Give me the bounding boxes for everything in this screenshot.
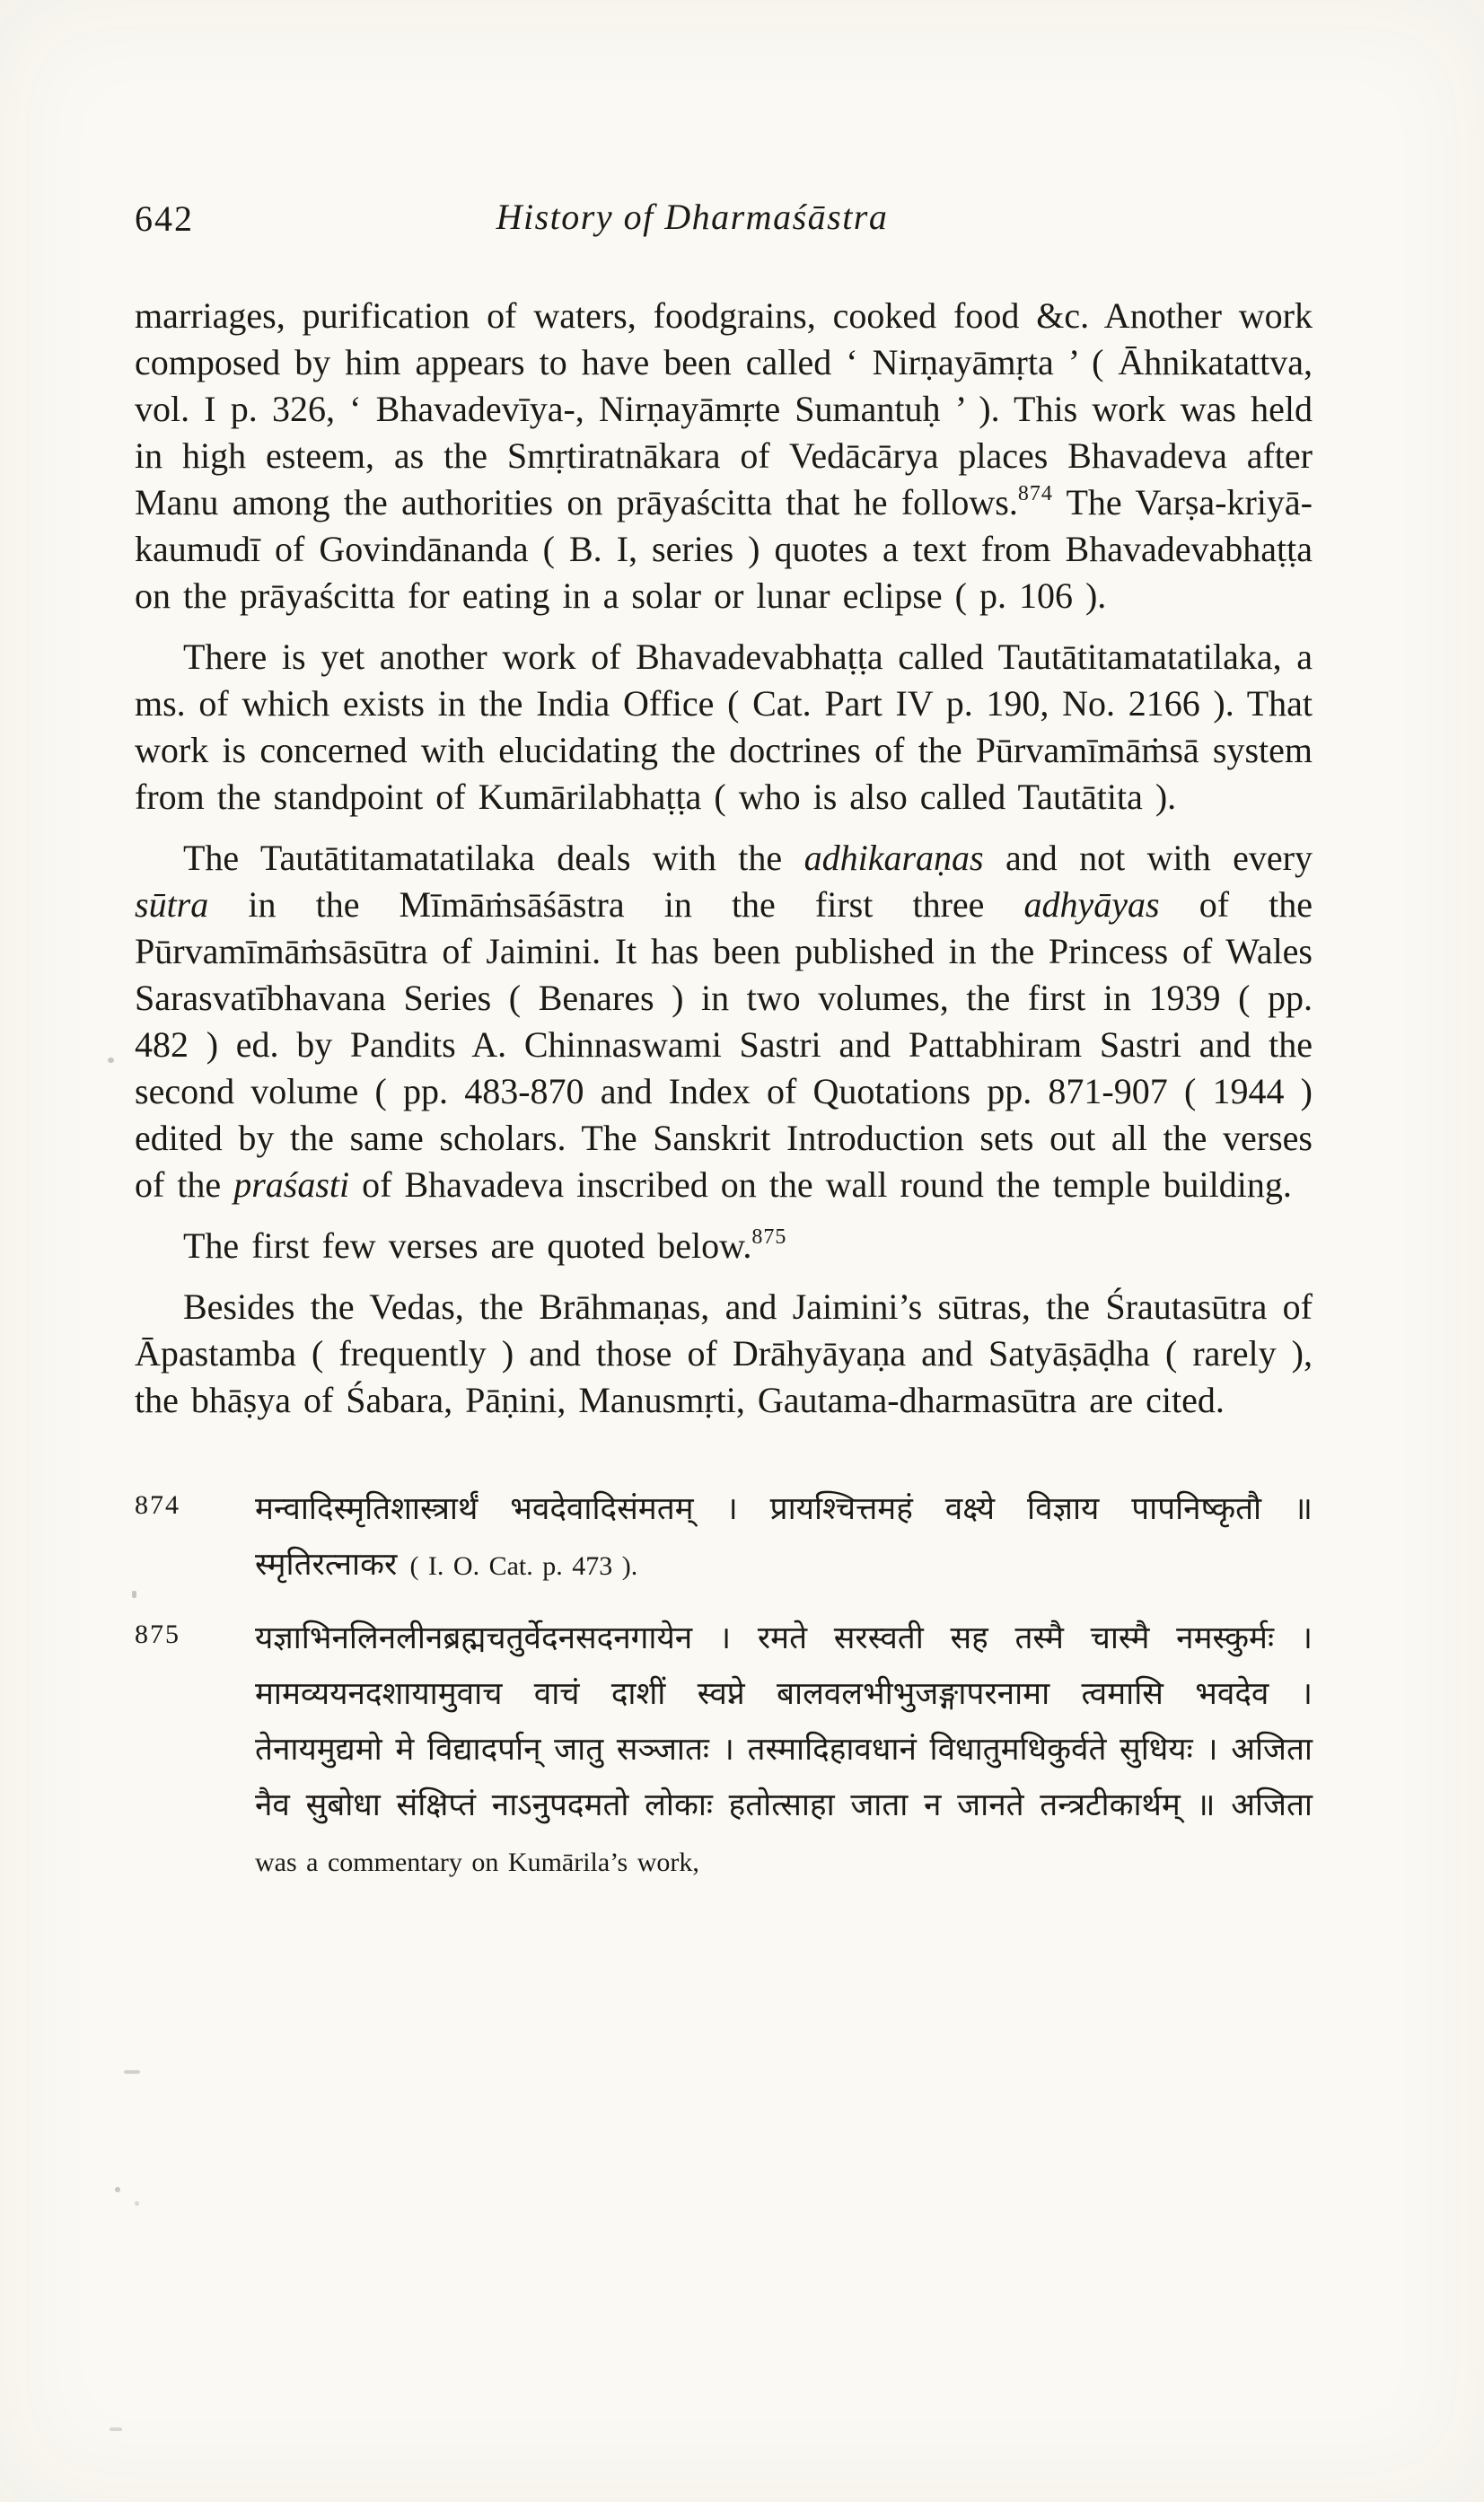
text-run-italic: praśasti [233,1164,350,1205]
footnote-ref-875: 875 [751,1225,787,1249]
footnote-number: 875 [135,1620,180,1649]
scan-artifact [124,2070,140,2074]
scan-artifact [115,2187,120,2192]
footnote-875 [135,1611,1313,1891]
text-run: of the Pūrvamīmāṁsāsūtra of Jaimini. It has been published in the Princess of Wales Sarasvatībhavana Series ( Benares ) in two volumes, the first in 1939 ( pp. 482 ) ed. by Pandits A. Chinnaswami Sastri and Pattabhiram Sastri and the second volume ( pp. 483-870 and Index of Quotations pp. 871-907 ( 1944 ) edited by the same scholars. The Sanskrit Introduction sets out all the verses of the [135,884,1313,1205]
footnote-text [255,1611,1313,1891]
text-run: There is yet another work of Bhavadevabhaṭṭa called Tautātitamatatilaka, a ms. of which exists in the India Office ( Cat. Part IV p. 190, No. 2166 ). That work is concerned with elucidating the doctrines of the Pūrvamīmāṁsā system from the standpoint of Kumārilabhaṭṭa ( who is also called Tautātita ). [135,636,1313,817]
text-run-italic: sūtra [135,884,209,925]
latin-run: was a commentary on Kumārila’s work, [255,1848,699,1877]
footnote-874 [135,1481,1313,1594]
text-run-italic: adhikaraṇas [803,838,984,878]
devanagari-run: मन्वादिस्मृतिशास्त्रार्थं भवदेवादिसंमतम् । प्रायश्चित्तमहं वक्ष्ये विज्ञाय पापनिष्कृतौ ॥ स्मृतिरत्नाकर [255,1491,1313,1583]
running-title: History of Dharmaśāstra [496,197,889,237]
footnote-text [255,1481,1313,1594]
scan-artifact [108,1058,114,1063]
footnotes-section [135,1481,1313,1891]
text-run: in the Mīmāṁsāśāstra in the first three [208,884,1024,925]
text-run: The Tautātitamatatilaka deals with the [183,838,804,878]
text-run: The Varṣa-kriyā-kaumudī of Govindānanda ( B. I, series ) quotes a text from Bhavadevabhaṭṭa on the prāyaścitta for eating in a solar or lunar eclipse ( p. 106 ). [135,482,1313,616]
text-run: Besides the Vedas, the Brāhmaṇas, and Jaimini’s sūtras, the Śrautasūtra of Āpastamba ( frequently ) and those of Drāhyāyaṇa and Satyāṣāḍha ( rarely ), the bhāṣya of Śabara, Pāṇini, Manusmṛti, Gautama-dharmasūtra are cited. [135,1286,1313,1420]
paragraph-5 [135,1284,1313,1424]
paragraph-1 [135,293,1313,619]
page-header [135,196,1313,246]
scan-artifact [135,2201,139,2206]
paragraph-4 [135,1223,1313,1269]
text-column [135,196,1313,1907]
body-text [135,293,1313,1424]
text-run: of Bhavadeva inscribed on the wall round the temple building. [349,1164,1292,1205]
footnote-ref-874: 874 [1017,482,1053,505]
text-run: marriages, purification of waters, foodgrains, cooked food &c. Another work composed by him appears to have been called ‘ Nirṇayāmṛta ’ ( Āhnikatattva, vol. I p. 326, ‘ Bhavadevīya-, Nirṇayāmṛte Sumantuḥ ’ ). This work was held in high esteem, as the Smṛtiratnākara of Vedācārya places Bhavadeva after Manu among the authorities on prāyaścitta that he follows. [135,295,1313,522]
page-number: 642 [135,198,194,239]
text-run: and not with every [983,838,1313,878]
text-run-italic: adhyāyas [1023,884,1160,925]
scan-artifact [110,2427,122,2431]
paragraph-2 [135,634,1313,821]
paragraph-3 [135,835,1313,1208]
text-run: The first few verses are quoted below. [183,1225,752,1266]
footnote-number: 874 [135,1490,180,1520]
devanagari-run: यज्ञाभिनलिनलीनब्रह्मचतुर्वेदनसदनगायेन । रमते सरस्वती सह तस्मै चास्मै नमस्कुर्मः । मामव्ययनदशायामुवाच वाचं दाशीं स्वप्ने बालवलभीभुजङ्गापरनामा त्वमासि भवदेव । तेनायमुद्यमो मे विद्यादर्पान् जातु सञ्जातः । तस्मादिहावधानं विधातुमधिकुर्वते सुधियः । अजिता नैव सुबोधा संक्षिप्तं नाऽनुपदमतो लोकाः हतोत्साहा जाता न जानते तन्त्रटीकार्थम् ॥ अजिता [255,1620,1313,1823]
latin-run: ( I. O. Cat. p. 473 ). [409,1551,638,1581]
